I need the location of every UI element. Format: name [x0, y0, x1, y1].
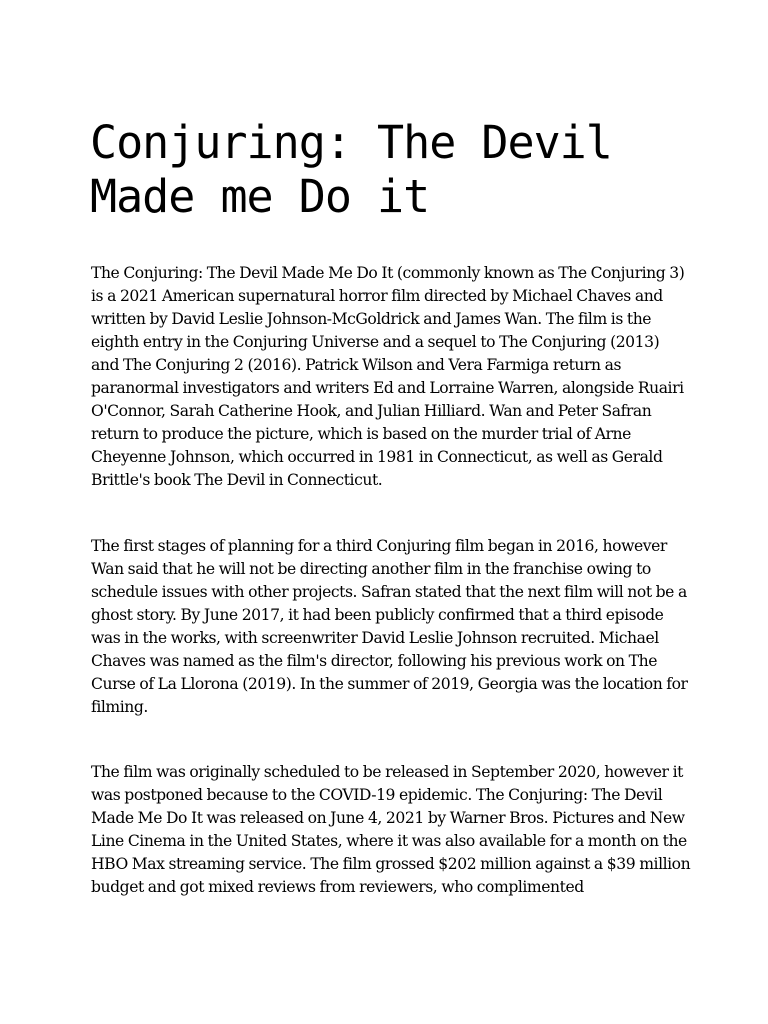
- document-title: Conjuring: The Devil Made me Do it: [90, 116, 612, 223]
- paragraph-release: The film was originally scheduled to be released in September 2020, however it was postponed because to the COVID-19 epidemic. The Conjuring: The Devil Made Me Do It was released on June 4, 2021 by Warner Bros. Pictures and New Line Cinema in the United States, where it was also available for a month on the HBO Max streaming service. The film grossed $202 million against a $39 million budget and got mixed reviews from reviewers, who complimented: [91, 763, 691, 896]
- paragraph-development: The first stages of planning for a third Conjuring film began in 2016, however Wan said that he will not be directing another film in the franchise owing to schedule issues with other projects. Safran stated that the next film will not be a ghost story. By June 2017, it had been publicly confirmed that a third episode was in the works, with screenwriter David Leslie Johnson recruited. Michael Chaves was named as the film's director, following his previous work on The Curse of La Llorona (2019). In the summer of 2019, Georgia was the location for filming.: [91, 537, 688, 716]
- paragraph-intro: The Conjuring: The Devil Made Me Do It (commonly known as The Conjuring 3) is a 2021 American supernatural horror film directed by Michael Chaves and written by David Leslie Johnson-McGoldrick and James Wan. The film is the eighth entry in the Conjuring Universe and a sequel to The Conjuring (2013) and The Conjuring 2 (2016). Patrick Wilson and Vera Farmiga return as paranormal investigators and writers Ed and Lorraine Warren, alongside Ruairi O'Connor, Sarah Catherine Hook, and Julian Hilliard. Wan and Peter Safran return to produce the picture, which is based on the murder trial of Arne Cheyenne Johnson, which occurred in 1981 in Connecticut, as well as Gerald Brittle's book The Devil in Connecticut.: [91, 264, 685, 489]
